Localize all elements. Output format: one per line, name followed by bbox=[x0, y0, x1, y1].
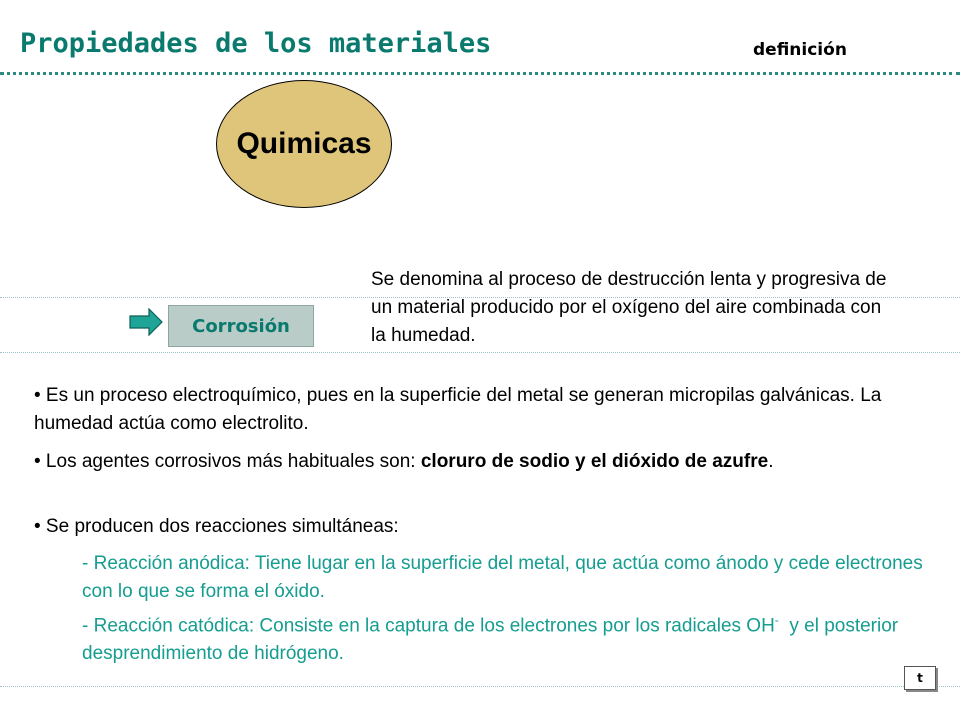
bullet-item: • Es un proceso electroquímico, pues en la superficie del metal se generan micropilas galvánicas. La humedad actúa como electrolito. bbox=[34, 385, 882, 434]
right-arrow-icon bbox=[129, 308, 163, 336]
section-label: definición bbox=[753, 40, 847, 60]
category-ellipse bbox=[216, 80, 392, 208]
nav-button[interactable]: t bbox=[904, 666, 936, 690]
footer-divider bbox=[0, 686, 960, 687]
bullet-bold-text: cloruro de sodio y el dióxido de azufre bbox=[420, 451, 769, 472]
reaction-text: - Reacción catódica: Consiste en la captura de los electrones por los radicales OH bbox=[82, 615, 775, 637]
superscript-minus: - bbox=[774, 613, 779, 627]
reaction-text-end: y el posterior desprendimiento de hidrógeno. bbox=[82, 615, 904, 665]
term-button-corrosion[interactable]: Corrosión bbox=[168, 305, 314, 347]
definition-text: Se denomina al proceso de destrucción lenta y progresiva de un material producido por el oxígeno del aire combinada con la humedad. bbox=[371, 269, 887, 346]
header-divider bbox=[0, 72, 960, 75]
category-label: Quimicas bbox=[236, 127, 372, 160]
page-title: Propiedades de los materiales bbox=[20, 28, 492, 59]
bullet-text: • Los agentes corrosivos más habituales son: bbox=[34, 451, 421, 472]
lower-divider bbox=[0, 352, 960, 353]
reaction-item: - Reacción anódica: Tiene lugar en la superficie del metal, que actúa como ánodo y cede electrones con lo que se forma el óxido. bbox=[82, 553, 923, 602]
bullet-item bbox=[34, 448, 944, 476]
bullet-text-end: . bbox=[768, 451, 774, 472]
reaction-item bbox=[82, 606, 942, 668]
bullet-item: • Se producen dos reacciones simultáneas: bbox=[34, 516, 399, 537]
